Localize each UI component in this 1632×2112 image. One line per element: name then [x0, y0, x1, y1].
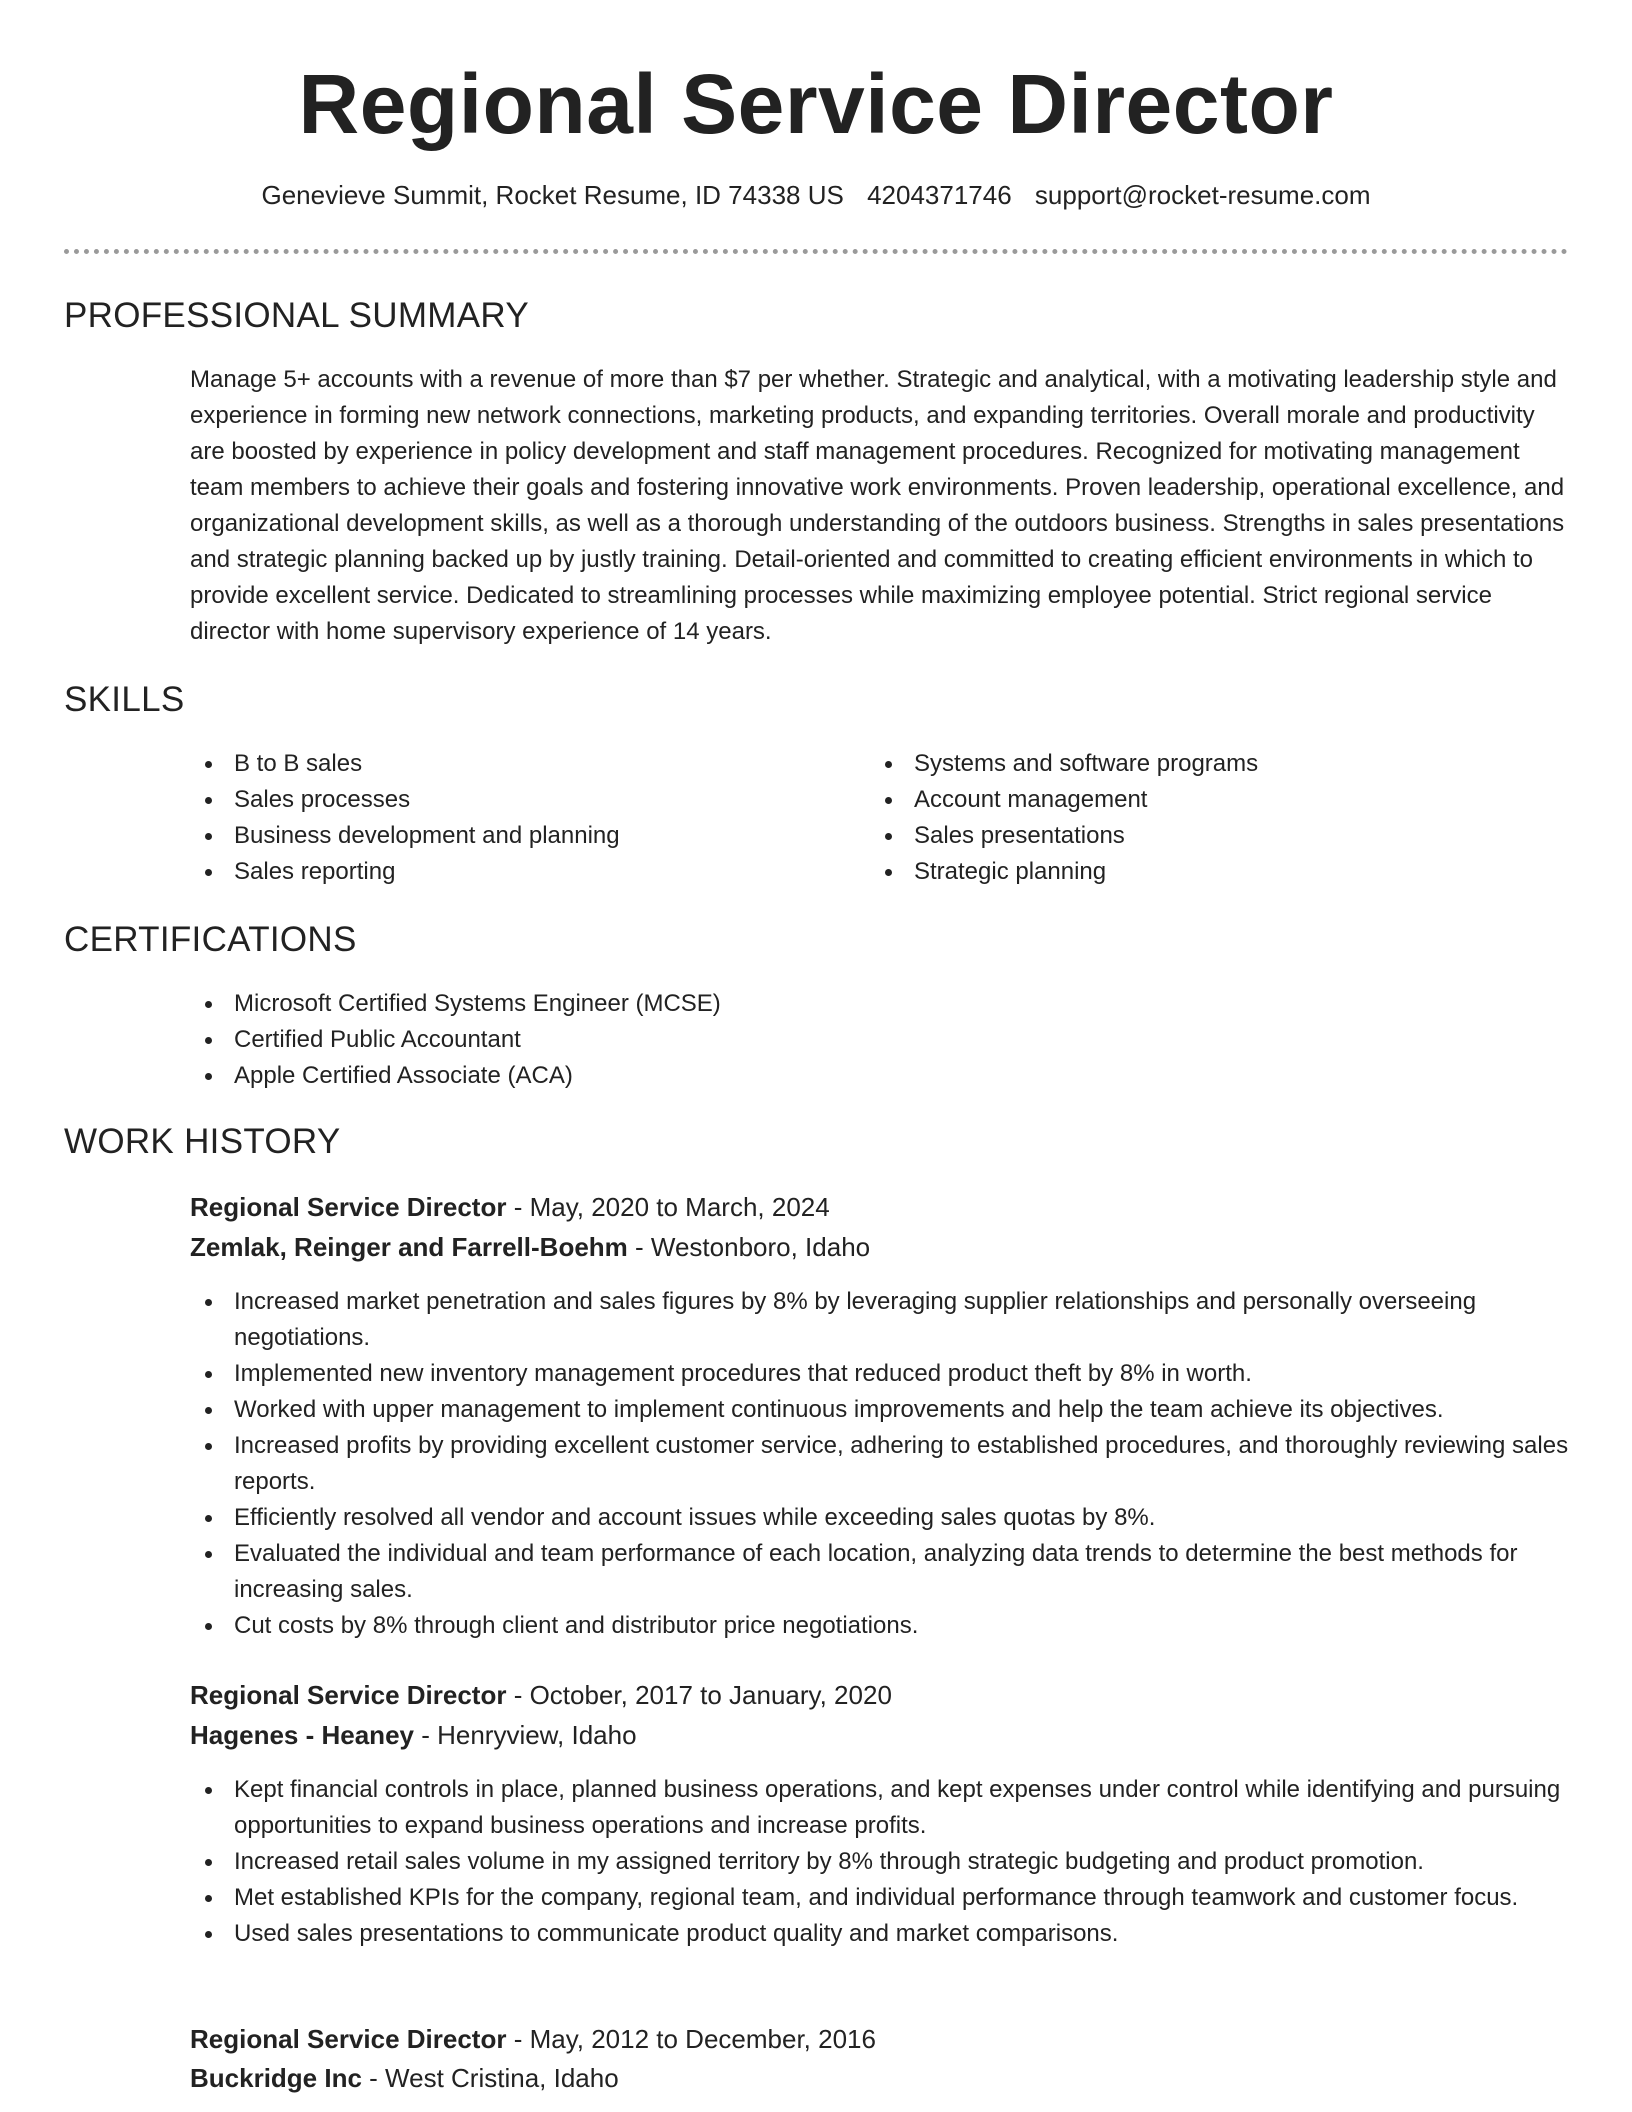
skill-item: Sales presentations [870, 818, 1570, 854]
summary-text: Manage 5+ accounts with a revenue of more than $7 per whether. Strategic and analytical, with a motivating leadership style and experience in forming new network connections, marketing products, and expanding territories. Overall morale and productivity are boosted by experience in policy development and staff management procedures. Recognized for motivating management team members to achieve their goals and fostering innovative work environments. Proven leadership, operational excellence, and organizational development skills, as well as a thorough understanding of the outdoors business. Strengths in sales presentations and strategic planning backed up by justly training. Detail-oriented and committed to creating efficient environments in which to provide excellent service. Dedicated to streamlining processes while maximizing employee potential. Strict regional service director with home supervisory experience of 14 years. [190, 366, 1565, 645]
job-bullet: Increased retail sales volume in my assigned territory by 8% through strategic budgeting and product promotion. [190, 1844, 1570, 1880]
job-bullet: Worked with upper management to implement continuous improvements and help the team achieve its objectives. [190, 1392, 1570, 1428]
job-bullets [190, 1284, 1570, 1644]
job-location: - Westonboro, Idaho [627, 1232, 871, 1262]
contact-phone: 4204371746 [867, 180, 1012, 210]
job-company-line [190, 1232, 870, 1263]
contact-email: support@rocket-resume.com [1034, 180, 1371, 210]
job-company: Buckridge Inc [190, 2063, 362, 2093]
job-title: Regional Service Director [190, 1680, 507, 1710]
job-title: Regional Service Director [190, 2024, 507, 2054]
job-title-line [190, 1192, 830, 1223]
job-location: - West Cristina, Idaho [361, 2063, 619, 2093]
contact-line [0, 180, 1632, 211]
contact-address: Genevieve Summit, Rocket Resume, ID 74338 US [261, 180, 844, 210]
job-bullet: Increased market penetration and sales figures by 8% by leveraging supplier relationships and personally overseeing negotiations. [190, 1284, 1570, 1356]
skills-heading: SKILLS [64, 680, 185, 719]
job-bullet: Evaluated the individual and team performance of each location, analyzing data trends to determine the best methods for increasing sales. [190, 1536, 1570, 1608]
job-title: Regional Service Director [190, 1192, 507, 1222]
job-bullet: Implemented new inventory management procedures that reduced product theft by 8% in worth. [190, 1356, 1570, 1392]
job-location: - Henryview, Idaho [413, 1720, 637, 1750]
work-history-heading: WORK HISTORY [64, 1122, 341, 1161]
skill-item: Systems and software programs [870, 746, 1570, 782]
job-bullet: Met established KPIs for the company, regional team, and individual performance through teamwork and customer focus. [190, 1880, 1570, 1916]
job-bullets [190, 1772, 1570, 1952]
certification-item: Microsoft Certified Systems Engineer (MCSE) [190, 986, 1570, 1022]
skill-item: Business development and planning [190, 818, 850, 854]
job-title-line [190, 1680, 892, 1711]
resume-title: Regional Service Director [298, 57, 1334, 151]
skill-item: Sales processes [190, 782, 850, 818]
job-bullet: Used sales presentations to communicate product quality and market comparisons. [190, 1916, 1570, 1952]
header-divider [64, 249, 1568, 254]
job-bullet: Cut costs by 8% through client and distributor price negotiations. [190, 1608, 1570, 1644]
certifications-heading: CERTIFICATIONS [64, 920, 357, 959]
summary-heading: PROFESSIONAL SUMMARY [64, 296, 529, 335]
job-bullet: Increased profits by providing excellent customer service, adhering to established procedures, and thoroughly reviewing sales reports. [190, 1428, 1570, 1500]
skills-list-left [190, 746, 850, 890]
skill-item: B to B sales [190, 746, 850, 782]
certifications-list [190, 986, 1570, 1094]
skills-list-right [870, 746, 1570, 890]
job-title-line [190, 2024, 876, 2055]
skill-item: Sales reporting [190, 854, 850, 890]
job-bullet: Efficiently resolved all vendor and account issues while exceeding sales quotas by 8%. [190, 1500, 1570, 1536]
certification-item: Certified Public Accountant [190, 1022, 1570, 1058]
skill-item: Account management [870, 782, 1570, 818]
job-dates: - May, 2012 to December, 2016 [506, 2024, 876, 2054]
job-dates: - October, 2017 to January, 2020 [506, 1680, 892, 1710]
job-company-line [190, 1720, 637, 1751]
job-company: Zemlak, Reinger and Farrell-Boehm [190, 1232, 628, 1262]
job-bullet: Kept financial controls in place, planned business operations, and kept expenses under control while identifying and pursuing opportunities to expand business operations and increase profits. [190, 1772, 1570, 1844]
job-company: Hagenes - Heaney [190, 1720, 414, 1750]
job-dates: - May, 2020 to March, 2024 [506, 1192, 830, 1222]
job-company-line [190, 2063, 619, 2094]
skill-item: Strategic planning [870, 854, 1570, 890]
certification-item: Apple Certified Associate (ACA) [190, 1058, 1570, 1094]
